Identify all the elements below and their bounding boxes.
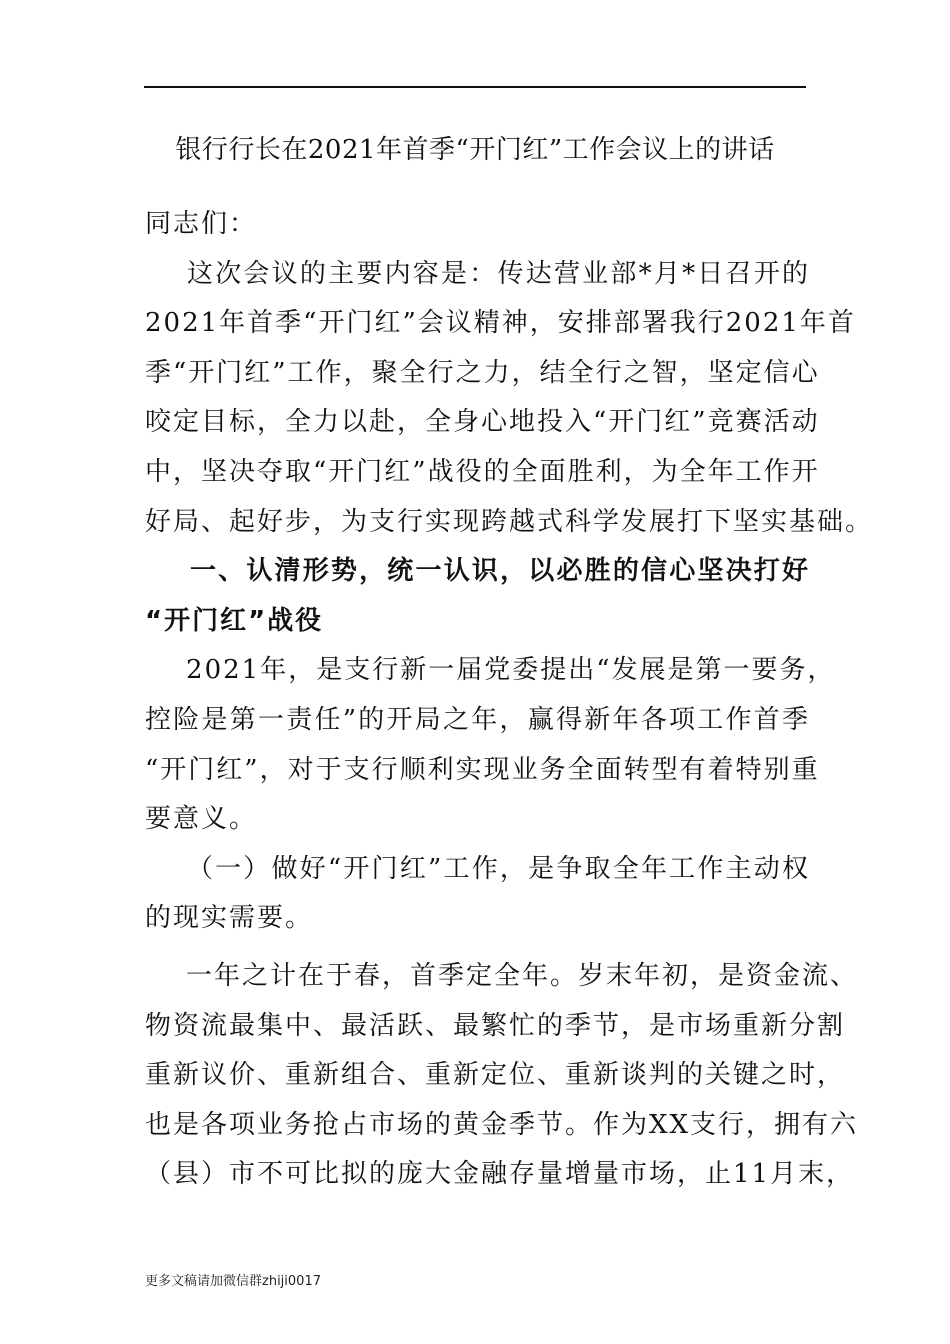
paragraph-line: 控险是第一责任”的开局之年，赢得新年各项工作首季 bbox=[145, 704, 810, 735]
paragraph-spacer bbox=[145, 944, 810, 952]
document-title: 银行行长在2021年首季“开门红”工作会议上的讲话 bbox=[175, 135, 775, 165]
paragraph-line: 一年之计在于春，首季定全年。岁末年初，是资金流、 bbox=[145, 960, 859, 991]
paragraph-line: 要意义。 bbox=[145, 804, 258, 835]
paragraph-line: 重新议价、重新组合、重新定位、重新谈判的关键之时， bbox=[145, 1060, 846, 1091]
top-rule bbox=[144, 86, 806, 88]
paragraph-line: 好局、起好步，为支行实现跨越式科学发展打下坚实基础。 bbox=[145, 506, 874, 537]
footer-note: 更多文稿请加微信群zhiji0017 bbox=[145, 1274, 321, 1289]
paragraph-line: 这次会议的主要内容是：传达营业部*月*日召开的 bbox=[145, 258, 810, 289]
salutation: 同志们： bbox=[145, 209, 258, 239]
paragraph-line: 物资流最集中、最活跃、最繁忙的季节，是市场重新分割 bbox=[145, 1010, 846, 1041]
paragraph-line: 2021年首季“开门红”会议精神，安排部署我行2021年首 bbox=[145, 308, 856, 339]
paragraph-line: “开门红”，对于支行顺利实现业务全面转型有着特别重 bbox=[145, 754, 820, 785]
paragraph-line: 咬定目标，全力以赴，全身心地投入“开门红”竞赛活动 bbox=[145, 407, 820, 438]
paragraph-line: （县）市不可比拟的庞大金融存量增量市场，止11月末， bbox=[145, 1159, 855, 1190]
section-heading-line: “开门红”战役 bbox=[145, 605, 324, 636]
document-body bbox=[145, 200, 874, 1200]
paragraph-line: 中，坚决夺取“开门红”战役的全面胜利，为全年工作开 bbox=[145, 456, 820, 487]
paragraph-line: 季“开门红”工作，聚全行之力，结全行之智，坚定信心 bbox=[145, 357, 820, 388]
paragraph-line: 2021年，是支行新一届党委提出“发展是第一要务， bbox=[145, 655, 836, 686]
subheading-line: （一）做好“开门红”工作，是争取全年工作主动权 bbox=[145, 853, 810, 884]
paragraph-line: 也是各项业务抢占市场的黄金季节。作为XX支行，拥有六 bbox=[145, 1109, 859, 1140]
subheading-line: 的现实需要。 bbox=[145, 903, 314, 934]
section-heading-line: 一、认清形势，统一认识，以必胜的信心坚决打好 bbox=[145, 556, 810, 587]
